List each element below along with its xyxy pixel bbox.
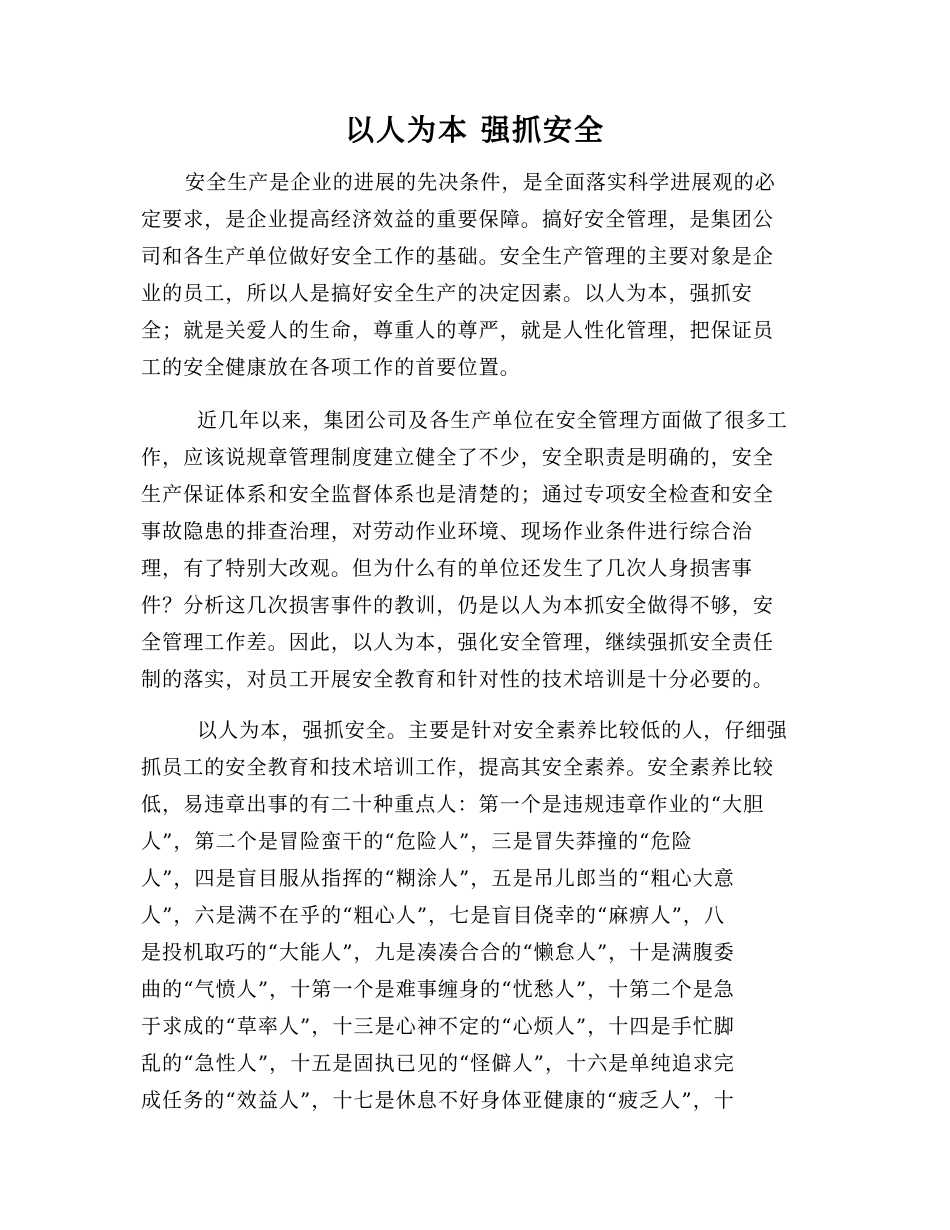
paragraph-line: 工的安全健康放在各项工作的首要位置。 xyxy=(141,355,521,379)
paragraph-line: 抓员工的安全教育和技术培训工作，提高其安全素养。安全素养比较 xyxy=(141,755,774,779)
paragraph-line: 是投机取巧的“大能人”，九是凑凑合合的“懒怠人”，十是满腹委 xyxy=(141,940,735,964)
paragraph-line: 于求成的“草率人”，十三是心神不定的“心烦人”，十四是手忙脚 xyxy=(141,1014,735,1038)
paragraph-line: 近几年以来，集团公司及各生产单位在安全管理方面做了很多工 xyxy=(197,408,788,432)
paragraph-line: 件？分析这几次损害事件的教训，仍是以人为本抓安全做得不够，安 xyxy=(141,593,774,617)
paragraph-line: 以人为本，强抓安全。主要是针对安全素养比较低的人，仔细强 xyxy=(197,718,788,742)
paragraph-3 xyxy=(141,712,821,1119)
paragraph-line: 乱的“急性人”，十五是固执已见的“怪僻人”，十六是单纯追求完 xyxy=(141,1051,735,1075)
paragraph-line: 作，应该说规章管理制度建立健全了不少，安全职责是明确的，安全 xyxy=(141,445,774,469)
paragraph-line: 人”，四是盲目服从指挥的“糊涂人”，五是吊儿郎当的“粗心大意 xyxy=(141,866,735,890)
document-title: 以人为本 强抓安全 xyxy=(344,113,606,147)
paragraph-line: 定要求，是企业提高经济效益的重要保障。搞好安全管理，是集团公 xyxy=(141,207,774,231)
paragraph-line: 生产保证体系和安全监督体系也是清楚的；通过专项安全检查和安全 xyxy=(141,482,774,506)
paragraph-line: 低，易违章出事的有二十种重点人：第一个是违规违章作业的“大胆 xyxy=(141,792,765,816)
paragraph-line: 成任务的“效益人”，十七是休息不好身体亚健康的“疲乏人”，十 xyxy=(141,1088,735,1112)
paragraph-line: 理，有了特别大改观。但为什么有的单位还发生了几次人身损害事 xyxy=(141,556,753,580)
paragraph-line: 全管理工作差。因此，以人为本，强化安全管理，继续强抓安全责任 xyxy=(141,630,774,654)
paragraph-line: 事故隐患的排查治理，对劳动作业环境、现场作业条件进行综合治 xyxy=(141,519,753,543)
paragraph-line: 司和各生产单位做好安全工作的基础。安全生产管理的主要对象是企 xyxy=(141,244,774,268)
paragraph-line: 曲的“气愤人”，十第一个是难事缠身的“忧愁人”，十第二个是急 xyxy=(141,977,735,1001)
paragraph-line: 人”，六是满不在乎的“粗心人”，七是盲目侥幸的“麻痹人”，八 xyxy=(141,903,726,927)
paragraph-line: 业的员工，所以人是搞好安全生产的决定因素。以人为本，强抓安 xyxy=(141,281,753,305)
paragraph-line: 全；就是关爱人的生命，尊重人的尊严，就是人性化管理，把保证员 xyxy=(141,318,774,342)
paragraph-line: 安全生产是企业的进展的先决条件，是全面落实科学进展观的必 xyxy=(185,170,776,194)
paragraph-line: 人”，第二个是冒险蛮干的“危险人”，三是冒失莽撞的“危险 xyxy=(141,829,693,853)
paragraph-2 xyxy=(141,402,821,698)
paragraph-line: 制的落实，对员工开展安全教育和针对性的技术培训是十分必要的。 xyxy=(141,667,774,691)
paragraph-1 xyxy=(141,164,821,386)
